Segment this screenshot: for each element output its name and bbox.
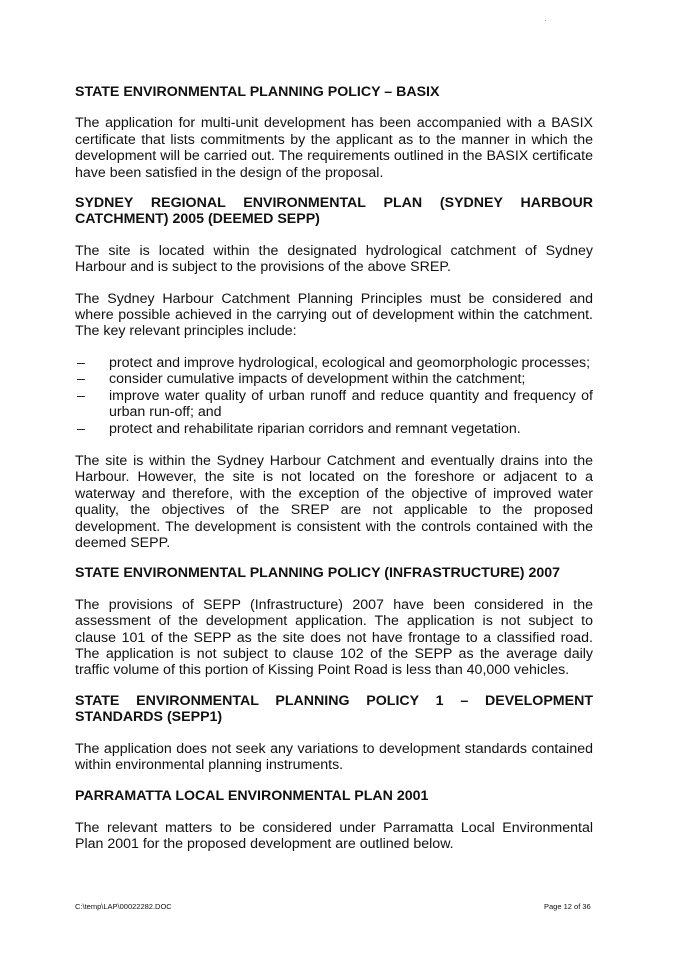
srep-paragraph-1: The site is located within the designated hydrological catchment of Sydney Harbour and is subject to the provisions of the above SREP. [75, 242, 593, 276]
list-dash: – [77, 354, 85, 371]
list-dash: – [77, 420, 85, 437]
list-dash: – [77, 371, 85, 388]
srep-heading: SYDNEY REGIONAL ENVIRONMENTAL PLAN (SYDNEY HARBOUR CATCHMENT) 2005 (DEEMED SEPP) [75, 195, 593, 228]
list-item [75, 421, 593, 437]
footer-page-number: Page 12 of 36 [544, 902, 591, 911]
document-body [75, 84, 593, 853]
list-item [75, 371, 593, 387]
infrastructure-heading: STATE ENVIRONMENTAL PLANNING POLICY (INFRASTRUCTURE) 2007 [75, 565, 561, 582]
basix-paragraph: The application for multi-unit development has been accompanied with a BASIX certificate that lists commitments by the applicant as to the manner in which the development will be carried out. The requirements outlined in the BASIX certificate have been satisfied in the design of the proposal. [75, 115, 593, 181]
footer-file-path: C:\temp\LAP\00022282.DOC [75, 902, 172, 911]
list-item-text: consider cumulative impacts of development within the catchment; [109, 371, 526, 388]
srep-paragraph-3: The site is within the Sydney Harbour Catchment and eventually drains into the Harbour. However, the site is not located on the foreshore or adjacent to a waterway and therefore, with the exception of the objective of improved water quality, the objectives of the SREP are not applicable to the proposed development. The development is consistent with the controls contained with the deemed SEPP. [75, 452, 593, 551]
scan-speck [545, 20, 546, 21]
lep-paragraph: The relevant matters to be considered under Parramatta Local Environmental Plan 2001 for the proposed development are outlined below. [75, 819, 593, 853]
basix-heading: STATE ENVIRONMENTAL PLANNING POLICY – BASIX [75, 84, 440, 100]
infrastructure-paragraph: The provisions of SEPP (Infrastructure) 2007 have been considered in the assessment of the development application. The application is not subject to clause 101 of the SEPP as the site does not have frontage to a classified road. The application is not subject to clause 102 of the SEPP as the average daily traffic volume of this portion of Kissing Point Road is less than 40,000 vehicles. [75, 596, 593, 679]
sepp1-paragraph: The application does not seek any variations to development standards contained within environmental planning instruments. [75, 740, 593, 773]
list-item-text: improve water quality of urban runoff and reduce quantity and frequency of urban run-off; and [109, 387, 593, 421]
sepp1-heading: STATE ENVIRONMENTAL PLANNING POLICY 1 – DEVELOPMENT STANDARDS (SEPP1) [75, 692, 593, 726]
lep-heading: PARRAMATTA LOCAL ENVIRONMENTAL PLAN 2001 [75, 788, 429, 805]
list-item-text: protect and rehabilitate riparian corridors and remnant vegetation. [109, 420, 521, 437]
list-item [75, 355, 593, 371]
principles-list [75, 355, 593, 437]
srep-paragraph-2: The Sydney Harbour Catchment Planning Principles must be considered and where possible achieved in the carrying out of development within the catchment. The key relevant principles include: [75, 290, 593, 340]
list-item [75, 388, 593, 421]
list-dash: – [77, 387, 85, 404]
list-item-text: protect and improve hydrological, ecological and geomorphologic processes; [109, 354, 591, 371]
